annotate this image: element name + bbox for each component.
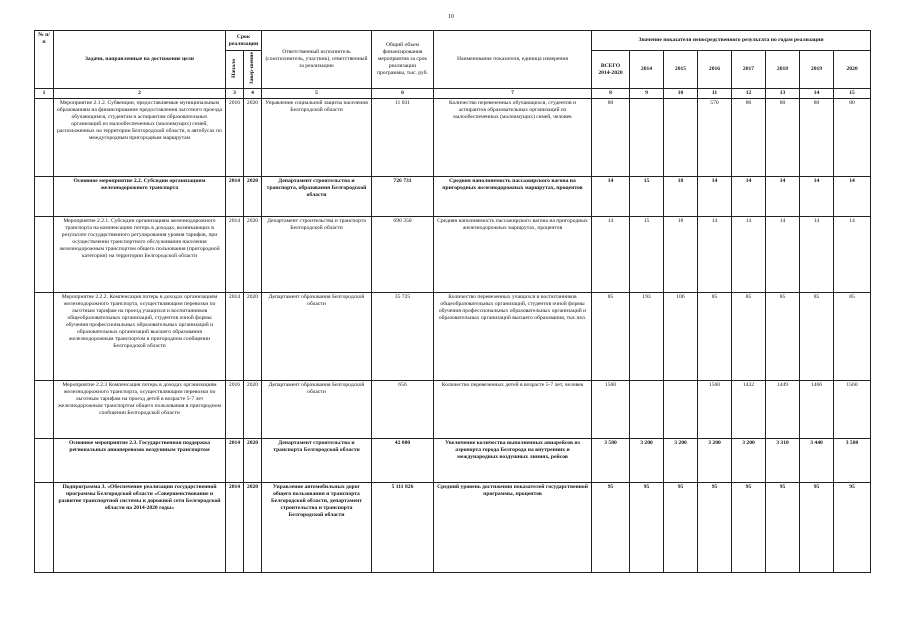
- indicator-cell: Количество перевезенных детей в возрасте 5-7 лет, человек: [434, 381, 592, 439]
- value-year: 18: [664, 177, 698, 217]
- index-cell: 5: [262, 89, 372, 99]
- value-year: 95: [834, 483, 871, 573]
- value-year: [664, 99, 698, 177]
- value-year: 14: [766, 217, 800, 293]
- task-cell: Мероприятие 2.2.2. Компенсация потерь в доходах организациям железнодорожного транспорта, осуществляющим перевозки по льготным тарифам на проезд учащихся и воспитанников общеобразовательных организаций, студентов очной формы обучения профессиональных образовательных организаций и образовательных организаций высшего образования железнодорожным транспортом в пригородном сообщении Белгородской области: [54, 293, 226, 381]
- table-row: [35, 177, 871, 217]
- value-total: 1560: [592, 381, 630, 439]
- header-total: ВСЕГО 2014-2020: [592, 51, 630, 89]
- value-year: 14: [732, 217, 766, 293]
- funding-cell: 656: [372, 381, 434, 439]
- row-num: [35, 217, 54, 293]
- value-total: 80: [592, 99, 630, 177]
- value-year: 14: [766, 177, 800, 217]
- task-cell: Основное мероприятие 2.3. Государственная поддержка региональных авиаперевозок воздушным транспортом: [54, 439, 226, 483]
- table-row: [35, 293, 871, 381]
- value-year: 95: [630, 483, 664, 573]
- value-year: 3 310: [766, 439, 800, 483]
- task-cell: Мероприятие 2.1.2. Субвенции, предоставляемые муниципальным образованиям на финансирование предоставления льготного проезда обучающимся, студентам и аспирантам образовательных организаций из малообеспеченных (малоимущих) семей, расположенных на территории Белгородской области, в автобусах по междугородным пригородным маршрутам: [54, 99, 226, 177]
- task-cell: Подпрограмма 3. «Обеспечение реализации государственной программы Белгородской области «Совершенствование и развитие транспортной системы и дорожной сети Белгородской области на 2014-2020 годы»: [54, 483, 226, 573]
- header-indicator: Наименование показателя, единица измерения: [434, 31, 592, 89]
- table-row: [35, 483, 871, 573]
- value-year: 14: [834, 177, 871, 217]
- value-year: 3 200: [732, 439, 766, 483]
- value-year: 95: [732, 483, 766, 573]
- value-year: 95: [698, 483, 732, 573]
- index-cell: 4: [244, 89, 262, 99]
- responsible-cell: Департамент образования Белгородской области: [262, 381, 372, 439]
- header-year: 2015: [664, 51, 698, 89]
- value-year: 193: [630, 293, 664, 381]
- value-year: 18: [664, 217, 698, 293]
- value-year: 14: [698, 177, 732, 217]
- index-cell: 7: [434, 89, 592, 99]
- header-start: Начало: [226, 51, 244, 89]
- index-cell: 10: [664, 89, 698, 99]
- header-results: Значение показателя непосредственного результата по годам реализации: [592, 31, 871, 51]
- task-cell: Мероприятие 2.2.3 Компенсация потерь в доходах организациям железнодорожного транспорта, осуществляющим перевозки по льготным тарифам на проезд детей в возрасте 5-7 лет железнодорожным транспортом общего пользования в пригородном сообщении Белгородской области: [54, 381, 226, 439]
- index-cell: 9: [630, 89, 664, 99]
- indicator-cell: Количество перевезенных учащихся и воспитанников общеобразовательных организаций, студентов очной формы обучения профессиональных образовательных организаций и образовательных организаций высшего образования, тыс.чел.: [434, 293, 592, 381]
- value-year: 95: [800, 483, 834, 573]
- value-year: 80: [732, 99, 766, 177]
- value-year: 14: [698, 217, 732, 293]
- responsible-cell: Управление автомобильных дорог общего пользования и транспорта Белгородской области, департамент строительства и транспорта Белгородской области: [262, 483, 372, 573]
- value-year: 3 200: [630, 439, 664, 483]
- value-year: 14: [732, 177, 766, 217]
- funding-cell: 690 350: [372, 217, 434, 293]
- end-year: 2020: [244, 483, 262, 573]
- value-year: 80: [766, 99, 800, 177]
- index-cell: 3: [226, 89, 244, 99]
- indicator-cell: Средний уровень достижения показателей государственной программы, процентов: [434, 483, 592, 573]
- start-year: 2014: [226, 483, 244, 573]
- header-responsible: Ответственный исполнитель (соисполнитель, участник), ответственный за реализацию: [262, 31, 372, 89]
- header-end: Завер-шение: [244, 51, 262, 89]
- index-cell: 2: [54, 89, 226, 99]
- value-year: 570: [698, 99, 732, 177]
- index-cell: 13: [766, 89, 800, 99]
- value-year: 3 200: [664, 439, 698, 483]
- end-year: 2020: [244, 439, 262, 483]
- header-year: 2019: [800, 51, 834, 89]
- value-year: 85: [698, 293, 732, 381]
- value-year: 1560: [834, 381, 871, 439]
- table-row: [35, 381, 871, 439]
- value-year: 3 440: [800, 439, 834, 483]
- row-num: [35, 177, 54, 217]
- end-year: 2020: [244, 99, 262, 177]
- index-cell: 6: [372, 89, 434, 99]
- value-year: 1432: [732, 381, 766, 439]
- table-row: [35, 217, 871, 293]
- value-total: 14: [592, 177, 630, 217]
- start-year: 2014: [226, 217, 244, 293]
- start-year: 2014: [226, 177, 244, 217]
- responsible-cell: Департамент строительства и транспорта Белгородской области: [262, 439, 372, 483]
- value-year: 95: [664, 483, 698, 573]
- value-year: 14: [834, 217, 871, 293]
- funding-cell: 42 000: [372, 439, 434, 483]
- start-year: 2014: [226, 293, 244, 381]
- start-year: 2016: [226, 381, 244, 439]
- funding-cell: 35 725: [372, 293, 434, 381]
- index-row: [35, 89, 871, 99]
- start-year: 2016: [226, 99, 244, 177]
- end-year: 2020: [244, 177, 262, 217]
- responsible-cell: Департамент строительства и транспорта Белгородской области: [262, 217, 372, 293]
- value-total: 95: [592, 483, 630, 573]
- header-period: Срок реализации: [226, 31, 262, 51]
- value-year: 85: [834, 293, 871, 381]
- index-cell: 11: [698, 89, 732, 99]
- value-year: 85: [732, 293, 766, 381]
- end-year: 2020: [244, 381, 262, 439]
- value-total: 3 580: [592, 439, 630, 483]
- index-cell: 12: [732, 89, 766, 99]
- value-year: 14: [800, 217, 834, 293]
- header-year: 2017: [732, 51, 766, 89]
- row-num: [35, 439, 54, 483]
- funding-cell: 5 111 826: [372, 483, 434, 573]
- responsible-cell: Управление социальной защиты населения Белгородской области: [262, 99, 372, 177]
- value-year: 85: [766, 293, 800, 381]
- value-total: 14: [592, 217, 630, 293]
- header-funding: Общий объем финансирования мероприятия за срок реализации программы, тыс. руб.: [372, 31, 434, 89]
- row-num: [35, 483, 54, 573]
- indicator-cell: Средняя наполняемость пассажирского вагона на пригородных железнодорожных маршрутах, процентов: [434, 217, 592, 293]
- header-year: 2020: [834, 51, 871, 89]
- header-year: 2016: [698, 51, 732, 89]
- indicator-cell: Количество перевезенных обучающихся, студентов и аспирантов образовательных организаций из малообеспеченных (малоимущих) семей, человек: [434, 99, 592, 177]
- row-num: [35, 99, 54, 177]
- table-row: [35, 99, 871, 177]
- header-year: 2018: [766, 51, 800, 89]
- index-cell: 8: [592, 89, 630, 99]
- header-task: Задачи, направленные на достижение цели: [54, 31, 226, 89]
- responsible-cell: Департамент строительства и транспорта, образования Белгородской области: [262, 177, 372, 217]
- value-year: 15: [630, 217, 664, 293]
- indicator-cell: Увеличение количества выполненных авиарейсов из аэропорта города Белгорода на внутренних и международных воздушных линиях, рейсов: [434, 439, 592, 483]
- row-num: [35, 381, 54, 439]
- funding-cell: 726 731: [372, 177, 434, 217]
- value-year: 1560: [698, 381, 732, 439]
- value-year: [664, 381, 698, 439]
- value-year: 3 200: [698, 439, 732, 483]
- indicator-cell: Средняя наполняемость пассажирского вагона на пригородных железнодорожных маршрутах, процентов: [434, 177, 592, 217]
- value-year: 106: [664, 293, 698, 381]
- start-year: 2014: [226, 439, 244, 483]
- index-cell: 1: [35, 89, 54, 99]
- value-year: 80: [800, 99, 834, 177]
- value-year: [630, 381, 664, 439]
- task-cell: Мероприятие 2.2.1. Субсидии организациям железнодорожного транспорта на компенсацию потерь в доходах, возникающих в результате государственного регулирования уровня тарифов, при осуществлении транспортного обслуживания населения железнодорожным транспортом общего пользования (пригородной категории) на территории Белгородской области: [54, 217, 226, 293]
- table-row: [35, 439, 871, 483]
- task-cell: Основное мероприятие 2.2. Субсидии организациям железнодорожного транспорта: [54, 177, 226, 217]
- index-cell: 14: [800, 89, 834, 99]
- value-year: 1466: [800, 381, 834, 439]
- value-year: 14: [800, 177, 834, 217]
- row-num: [35, 293, 54, 381]
- index-cell: 15: [834, 89, 871, 99]
- value-year: 3 580: [834, 439, 871, 483]
- responsible-cell: Департамент образования Белгородской области: [262, 293, 372, 381]
- value-year: 85: [800, 293, 834, 381]
- end-year: 2020: [244, 217, 262, 293]
- header-num: № п/п: [35, 31, 54, 89]
- header-year: 2014: [630, 51, 664, 89]
- value-total: 85: [592, 293, 630, 381]
- value-year: 15: [630, 177, 664, 217]
- value-year: 1449: [766, 381, 800, 439]
- end-year: 2020: [244, 293, 262, 381]
- value-year: 80: [834, 99, 871, 177]
- results-table: [34, 30, 871, 573]
- value-year: 95: [766, 483, 800, 573]
- value-year: [630, 99, 664, 177]
- page-number: 10: [448, 14, 454, 20]
- funding-cell: 11 031: [372, 99, 434, 177]
